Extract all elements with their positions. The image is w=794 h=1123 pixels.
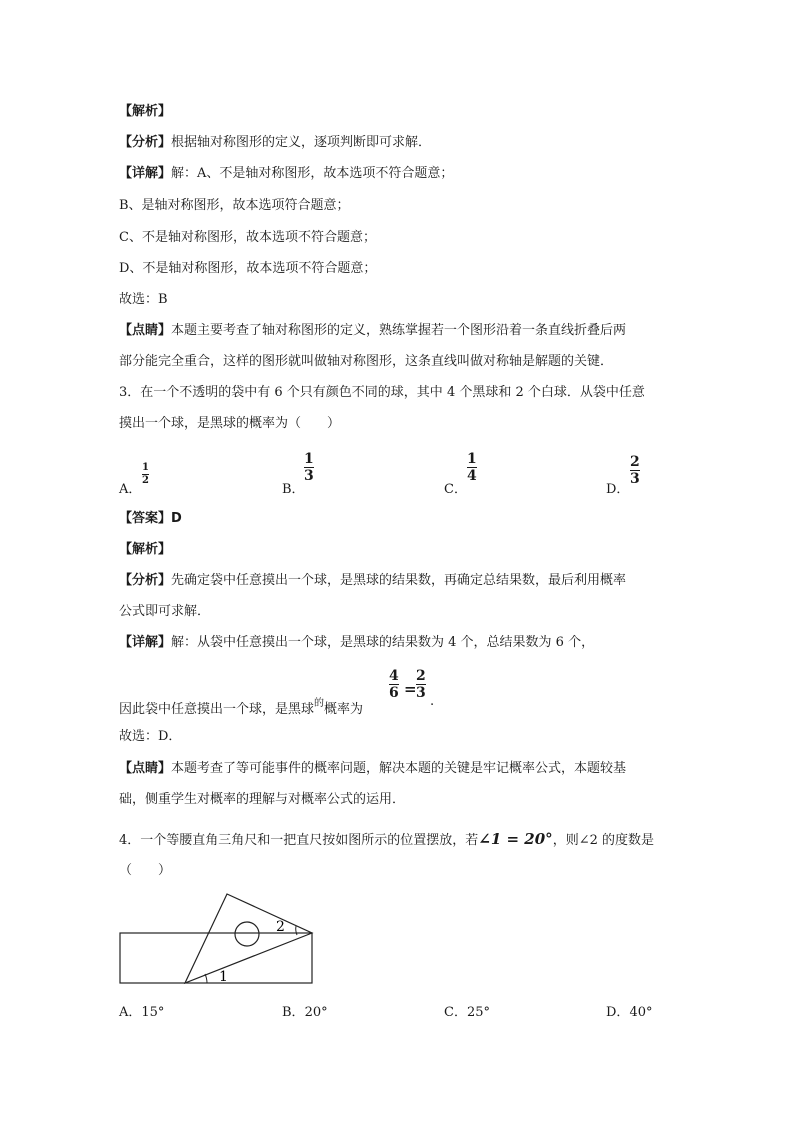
q3-option-c-fraction: 1 4 xyxy=(467,451,477,484)
q3-eq-end: . xyxy=(430,694,435,709)
dianjing-line-2: 部分能完全重合，这样的图形就叫做轴对称图形，这条直线叫做对称轴是解题的关键． xyxy=(119,354,614,369)
q4-option-b: B．20° xyxy=(282,1005,328,1020)
q3-dianjing-line-2: 础，侧重学生对概率的理解与对概率公式的运用． xyxy=(119,792,406,807)
q3-option-a-label: A． xyxy=(119,482,142,497)
q3-because-line: 因此袋中任意摸出一个球，是黑球$^的$概率为 xyxy=(119,698,364,717)
q3-stem-1: 3．在一个不透明的袋中有 6 个只有颜色不同的球，其中 4 个黑球和 2 个白球．从袋中任意 xyxy=(119,385,645,400)
q3-option-a-fraction: 1 2 xyxy=(142,462,149,486)
q4-stem-2: （ ） xyxy=(119,863,172,878)
q3-option-b-fraction: 1 3 xyxy=(304,451,314,484)
dianjing-line-1: 【点睛】本题主要考查了轴对称图形的定义，熟练掌握若一个图形沿着一条直线折叠后两 xyxy=(119,323,627,338)
q3-fenxi-line-1: 【分析】先确定袋中任意摸出一个球，是黑球的结果数，再确定总结果数，最后利用概率 xyxy=(119,573,627,588)
option-c-line: C、不是轴对称图形，故本选项不符合题意； xyxy=(119,230,376,245)
q3-xiangjie-line: 【详解】解：从袋中任意摸出一个球，是黑球的结果数为 4 个，总结果数为 6 个， xyxy=(119,635,595,650)
q3-stem-2: 摸出一个球，是黑球的概率为（ ） xyxy=(119,416,341,431)
q3-eq-fraction-2: 2 3 xyxy=(416,668,426,701)
xiangjie-line: 【详解】解：A、不是轴对称图形，故本选项不符合题意； xyxy=(119,166,454,181)
option-d-line: D、不是轴对称图形，故本选项不符合题意； xyxy=(119,261,377,276)
option-b-line: B、是轴对称图形，故本选项符合题意； xyxy=(119,198,350,213)
q3-guxuan: 故选：D． xyxy=(119,729,182,744)
q3-option-d-fraction: 2 3 xyxy=(630,454,640,487)
q3-option-b-label: B． xyxy=(282,482,305,497)
ruler-shape xyxy=(120,933,312,983)
jiexi-heading: 【解析】 xyxy=(119,104,172,119)
q3-eq-sign: = xyxy=(404,680,417,698)
triangle-ruler-shape xyxy=(185,894,312,983)
q4-option-d: D．40° xyxy=(606,1005,653,1020)
q3-option-d-label: D． xyxy=(606,482,630,497)
q3-jiexi-heading: 【解析】 xyxy=(119,542,172,557)
q4-option-c: C．25° xyxy=(444,1005,490,1020)
q4-option-a: A．15° xyxy=(119,1005,165,1020)
q3-answer: 【答案】D xyxy=(119,511,182,526)
q4-stem-1: 4．一个等腰直角三角尺和一把直尺按如图所示的位置摆放，若∠1 = 20°，则∠2 的度数是 xyxy=(119,830,654,848)
ruler-triangle-figure xyxy=(110,888,330,993)
angle-1-arc xyxy=(205,974,207,983)
q3-dianjing-line-1: 【点睛】本题考查了等可能事件的概率问题，解决本题的关键是牢记概率公式，本题较基 xyxy=(119,761,627,776)
q3-option-c-label: C． xyxy=(444,482,467,497)
answer-line: 故选：B xyxy=(119,292,168,307)
q3-eq-fraction-1: 4 6 xyxy=(389,668,399,701)
q3-fenxi-line-2: 公式即可求解． xyxy=(119,604,211,619)
angle-2-label: 2 xyxy=(276,919,285,935)
angle-2-arc xyxy=(296,926,297,935)
angle-1-label: 1 xyxy=(219,969,228,985)
triangle-hole-circle xyxy=(235,922,259,946)
fenxi-line: 【分析】根据轴对称图形的定义，逐项判断即可求解． xyxy=(119,135,432,150)
